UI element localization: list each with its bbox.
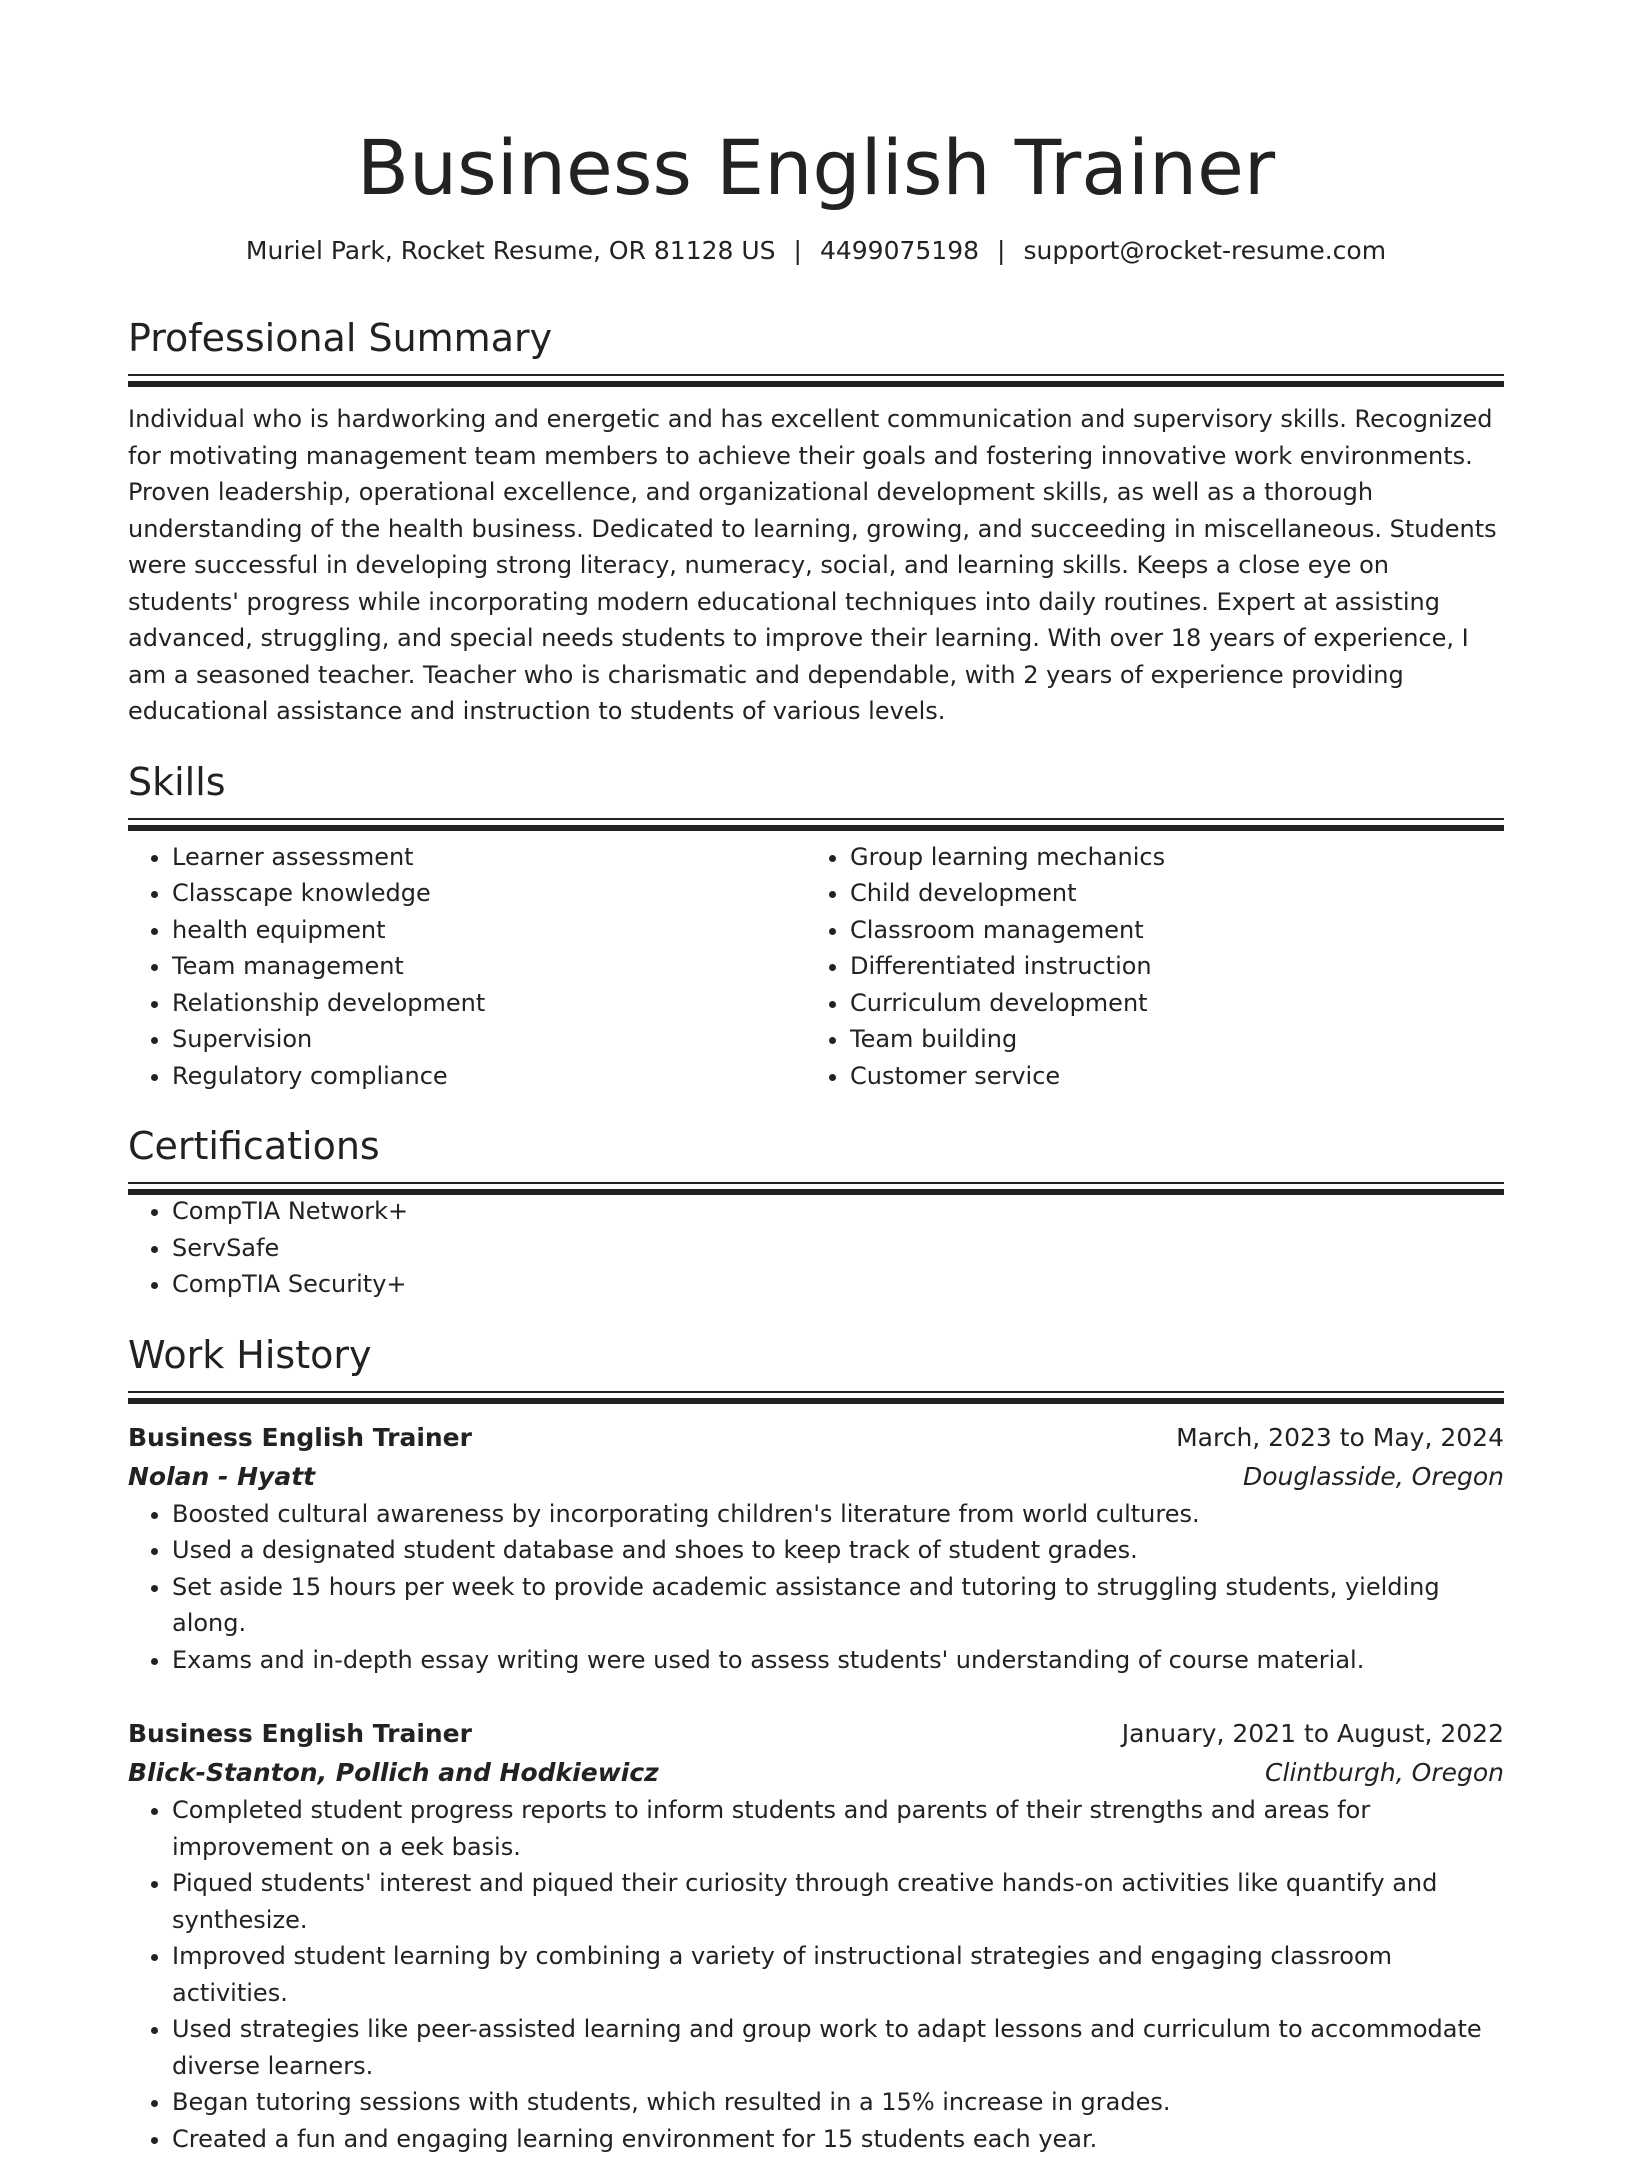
summary-text: Individual who is hardworking and energetic and has excellent communication and supervisory skills. Recognized for motivating management team members to achieve their goals and fostering innovative work environments. Proven leadership, operational excellence, and organizational development skills, as well as a thorough understanding of the health business. Dedicated to learning, growing, and succeeding in miscellaneous. Students were successful in developing strong literacy, numeracy, social, and learning skills. Keeps a close eye on students' progress while incorporating modern educational techniques into daily routines. Expert at assisting advanced, struggling, and special needs students to improve their learning. With over 18 years of experience, I am a seasoned teacher. Teacher who is charismatic and dependable, with 2 years of experience providing educational assistance and instruction to students of various levels. (128, 401, 1504, 730)
skill-item: • Relationship development (172, 985, 806, 1022)
skill-item: • Classroom management (850, 912, 1484, 949)
job-bullet: • Completed student progress reports to inform students and parents of their strengths and areas for improvement on a eek basis. (172, 1792, 1504, 1865)
skill-item: • Customer service (850, 1058, 1484, 1095)
job-bullets (128, 1496, 1504, 1679)
certifications-section (128, 1122, 1504, 1303)
work-history-heading: Work History (128, 1331, 1504, 1379)
contact-line (128, 234, 1504, 268)
skills-columns (128, 839, 1504, 1095)
contact-phone: 4499075198 (820, 236, 979, 265)
skill-item: • Team management (172, 948, 806, 985)
certification-item: • CompTIA Network+ (172, 1193, 1504, 1230)
certifications-list (128, 1193, 1504, 1303)
section-divider (128, 1391, 1504, 1402)
job-dates: March, 2023 to May, 2024 (1176, 1418, 1504, 1457)
skill-item: • Curriculum development (850, 985, 1484, 1022)
job-employer: Blick-Stanton, Pollich and Hodkiewicz (128, 1753, 659, 1792)
skill-item: • health equipment (172, 912, 806, 949)
job-bullet: • Exams and in-depth essay writing were used to assess students' understanding of course material. (172, 1642, 1504, 1679)
job-location: Clintburgh, Oregon (1265, 1753, 1504, 1792)
skill-item: • Group learning mechanics (850, 839, 1484, 876)
work-history-section (128, 1331, 1504, 2157)
job-entry (128, 1714, 1504, 2157)
contact-separator: | (979, 236, 1023, 265)
skill-item: • Supervision (172, 1021, 806, 1058)
job-dates: January, 2021 to August, 2022 (1122, 1714, 1504, 1753)
section-divider (128, 374, 1504, 385)
skills-column-right (806, 839, 1484, 1095)
job-bullet: • Improved student learning by combining a variety of instructional strategies and engaging classroom activities. (172, 1938, 1504, 2011)
skills-section (128, 758, 1504, 1095)
contact-email: support@rocket-resume.com (1023, 236, 1386, 265)
contact-address: Muriel Park, Rocket Resume, OR 81128 US (246, 236, 776, 265)
job-subheader (128, 1753, 1504, 1792)
job-entry (128, 1418, 1504, 1679)
section-divider (128, 1182, 1504, 1193)
job-title: Business English Trainer (128, 1714, 472, 1753)
summary-section (128, 314, 1504, 730)
contact-separator: | (776, 236, 820, 265)
job-bullet: • Used a designated student database and shoes to keep track of student grades. (172, 1532, 1504, 1569)
skills-column-left (128, 839, 806, 1095)
job-bullet: • Used strategies like peer-assisted learning and group work to adapt lessons and curriculum to accommodate diverse learners. (172, 2011, 1504, 2084)
job-header (128, 1714, 1504, 1753)
skill-item: • Learner assessment (172, 839, 806, 876)
job-bullets (128, 1792, 1504, 2157)
skill-item: • Child development (850, 875, 1484, 912)
skills-heading: Skills (128, 758, 1504, 806)
certifications-heading: Certifications (128, 1122, 1504, 1170)
job-bullet: • Set aside 15 hours per week to provide academic assistance and tutoring to struggling students, yielding along. (172, 1569, 1504, 1642)
job-subheader (128, 1457, 1504, 1496)
summary-heading: Professional Summary (128, 314, 1504, 362)
job-bullet: • Piqued students' interest and piqued their curiosity through creative hands-on activities like quantify and synthesize. (172, 1865, 1504, 1938)
job-bullet: • Began tutoring sessions with students, which resulted in a 15% increase in grades. (172, 2084, 1504, 2121)
skill-item: • Classcape knowledge (172, 875, 806, 912)
certification-item: • ServSafe (172, 1230, 1504, 1267)
document-title: Business English Trainer (128, 120, 1504, 216)
skill-item: • Regulatory compliance (172, 1058, 806, 1095)
job-title: Business English Trainer (128, 1418, 472, 1457)
certification-item: • CompTIA Security+ (172, 1266, 1504, 1303)
skill-item: • Differentiated instruction (850, 948, 1484, 985)
section-divider (128, 818, 1504, 829)
job-bullet: • Created a fun and engaging learning environment for 15 students each year. (172, 2121, 1504, 2157)
job-location: Douglasside, Oregon (1243, 1457, 1504, 1496)
job-header (128, 1418, 1504, 1457)
skill-item: • Team building (850, 1021, 1484, 1058)
job-bullet: • Boosted cultural awareness by incorporating children's literature from world cultures. (172, 1496, 1504, 1533)
job-employer: Nolan - Hyatt (128, 1457, 315, 1496)
resume-page (128, 0, 1504, 2157)
